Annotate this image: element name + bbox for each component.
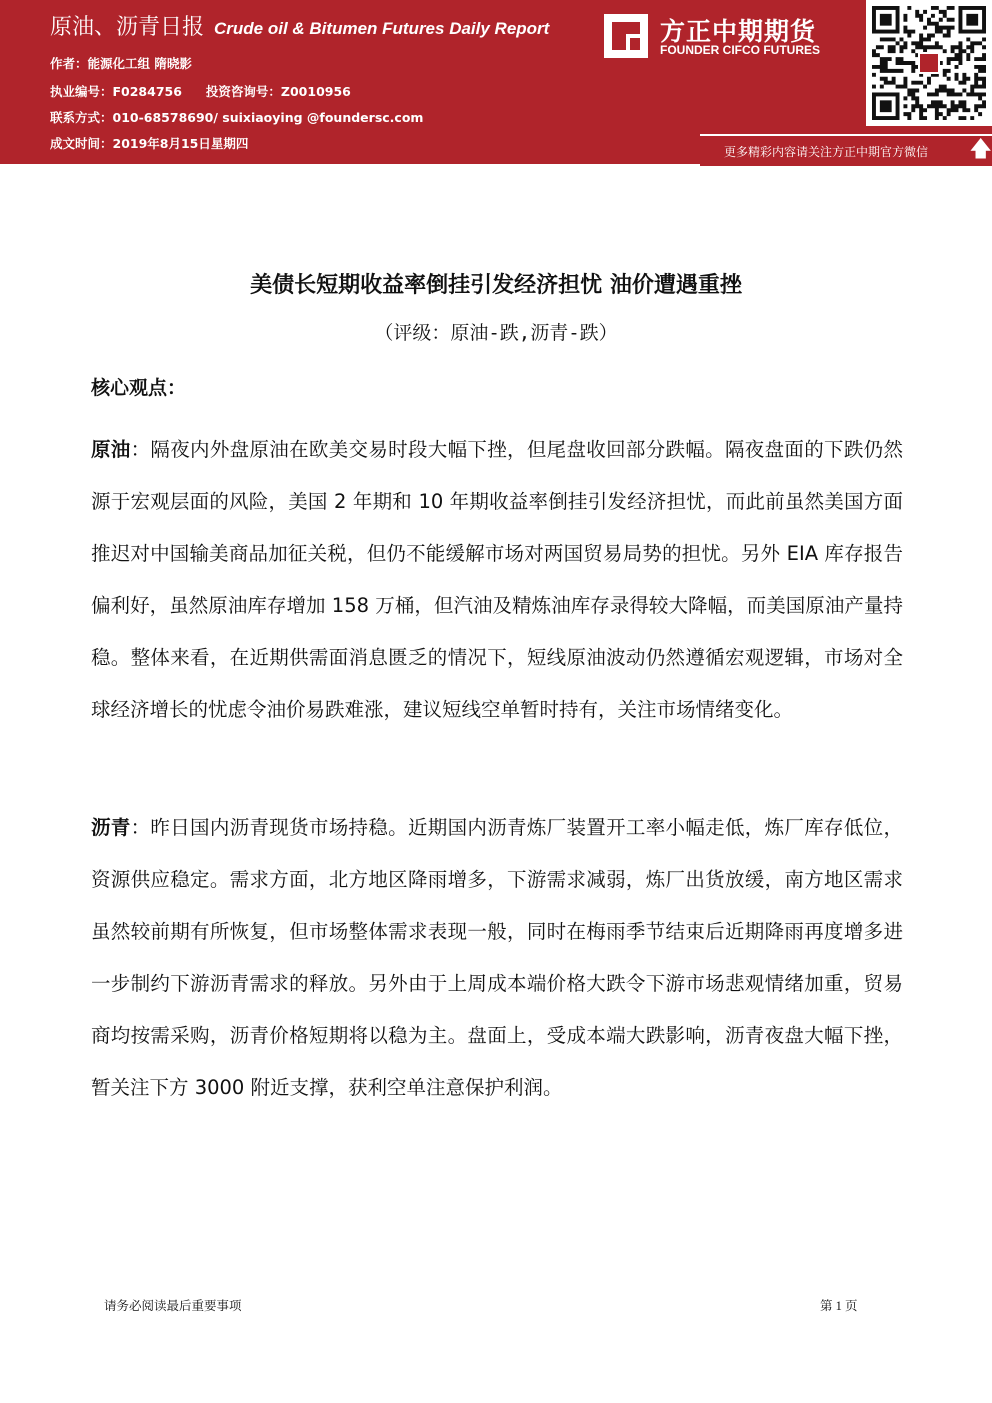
report-title-bar [50, 10, 549, 41]
advisory-number: 投资咨询号：Z0010956 [205, 84, 351, 99]
logo-mark-icon [604, 14, 648, 58]
crude-oil-text: ：隔夜内外盘原油在欧美交易时段大幅下挫，但尾盘收回部分跌幅。隔夜盘面的下跌仍然源于宏观层面的风险，美国 2 年期和 10 年期收益率倒挂引发经济担忧，而此前虽然美国方面推迟对中国输美商品加征关税，但仍不能缓解市场对两国贸易局势的担忧。另外 EIA 库存报告偏利好，虽然原油库存增加 158 万桶，但汽油及精炼油库存录得较大降幅，而美国原油产量持稳。整体来看，在近期供需面消息匮乏的情况下，短线原油波动仍然遵循宏观逻辑，市场对全球经济增长的忧虑令油价易跌难涨，建议短线空单暂时持有，关注市场情绪变化。 [91, 438, 903, 721]
logo-text-en: FOUNDER CIFCO FUTURES [660, 43, 820, 57]
author-line: 作者：能源化工组 隋晓影 [50, 56, 192, 71]
crude-oil-label: 原油 [91, 438, 131, 461]
page-number: 第 1 页 [820, 1299, 858, 1313]
report-name-cn: 原油、沥青日报 [50, 15, 205, 40]
arrow-up-icon: 🡅 [969, 137, 992, 162]
crude-oil-paragraph [91, 424, 903, 736]
rating-line: （评级：原油-跌,沥青-跌） [374, 322, 618, 344]
qr-caption: 更多精彩内容请关注方正中期官方微信 [724, 145, 929, 159]
date-line: 成文时间：2019年8月15日星期四 [50, 136, 249, 151]
wechat-qr-code[interactable] [866, 0, 992, 126]
contact-line[interactable]: 联系方式：010-68578690/ suixiaoying @foundersc.com [50, 110, 424, 125]
bitumen-paragraph [91, 802, 903, 1114]
bitumen-text: ：昨日国内沥青现货市场持稳。近期国内沥青炼厂装置开工率小幅走低，炼厂库存低位，资源供应稳定。需求方面，北方地区降雨增多，下游需求减弱，炼厂出货放缓，南方地区需求虽然较前期有所恢复，但市场整体需求表现一般，同时在梅雨季节结束后近期降雨再度增多进一步制约下游沥青需求的释放。另外由于上周成本端价格大跌令下游市场悲观情绪加重，贸易商均按需采购，沥青价格短期将以稳为主。盘面上，受成本端大跌影响，沥青夜盘大幅下挫，暂关注下方 3000 附近支撑，获利空单注意保护利润。 [91, 816, 903, 1099]
logo-text-cn: 方正中期期货 [660, 17, 817, 46]
core-view-heading: 核心观点： [91, 377, 187, 399]
license-line [50, 82, 351, 100]
license-number: 执业编号：F0284756 [50, 84, 182, 99]
report-headline: 美债长短期收益率倒挂引发经济担忧 油价遭遇重挫 [250, 273, 742, 298]
bitumen-label: 沥青 [91, 816, 131, 839]
disclaimer-notice: 请务必阅读最后重要事项 [104, 1298, 242, 1313]
report-name-en: Crude oil & Bitumen Futures Daily Report [214, 19, 550, 38]
qr-code-icon [872, 6, 986, 120]
qr-caption-bar [700, 134, 992, 166]
company-logo [604, 12, 854, 62]
